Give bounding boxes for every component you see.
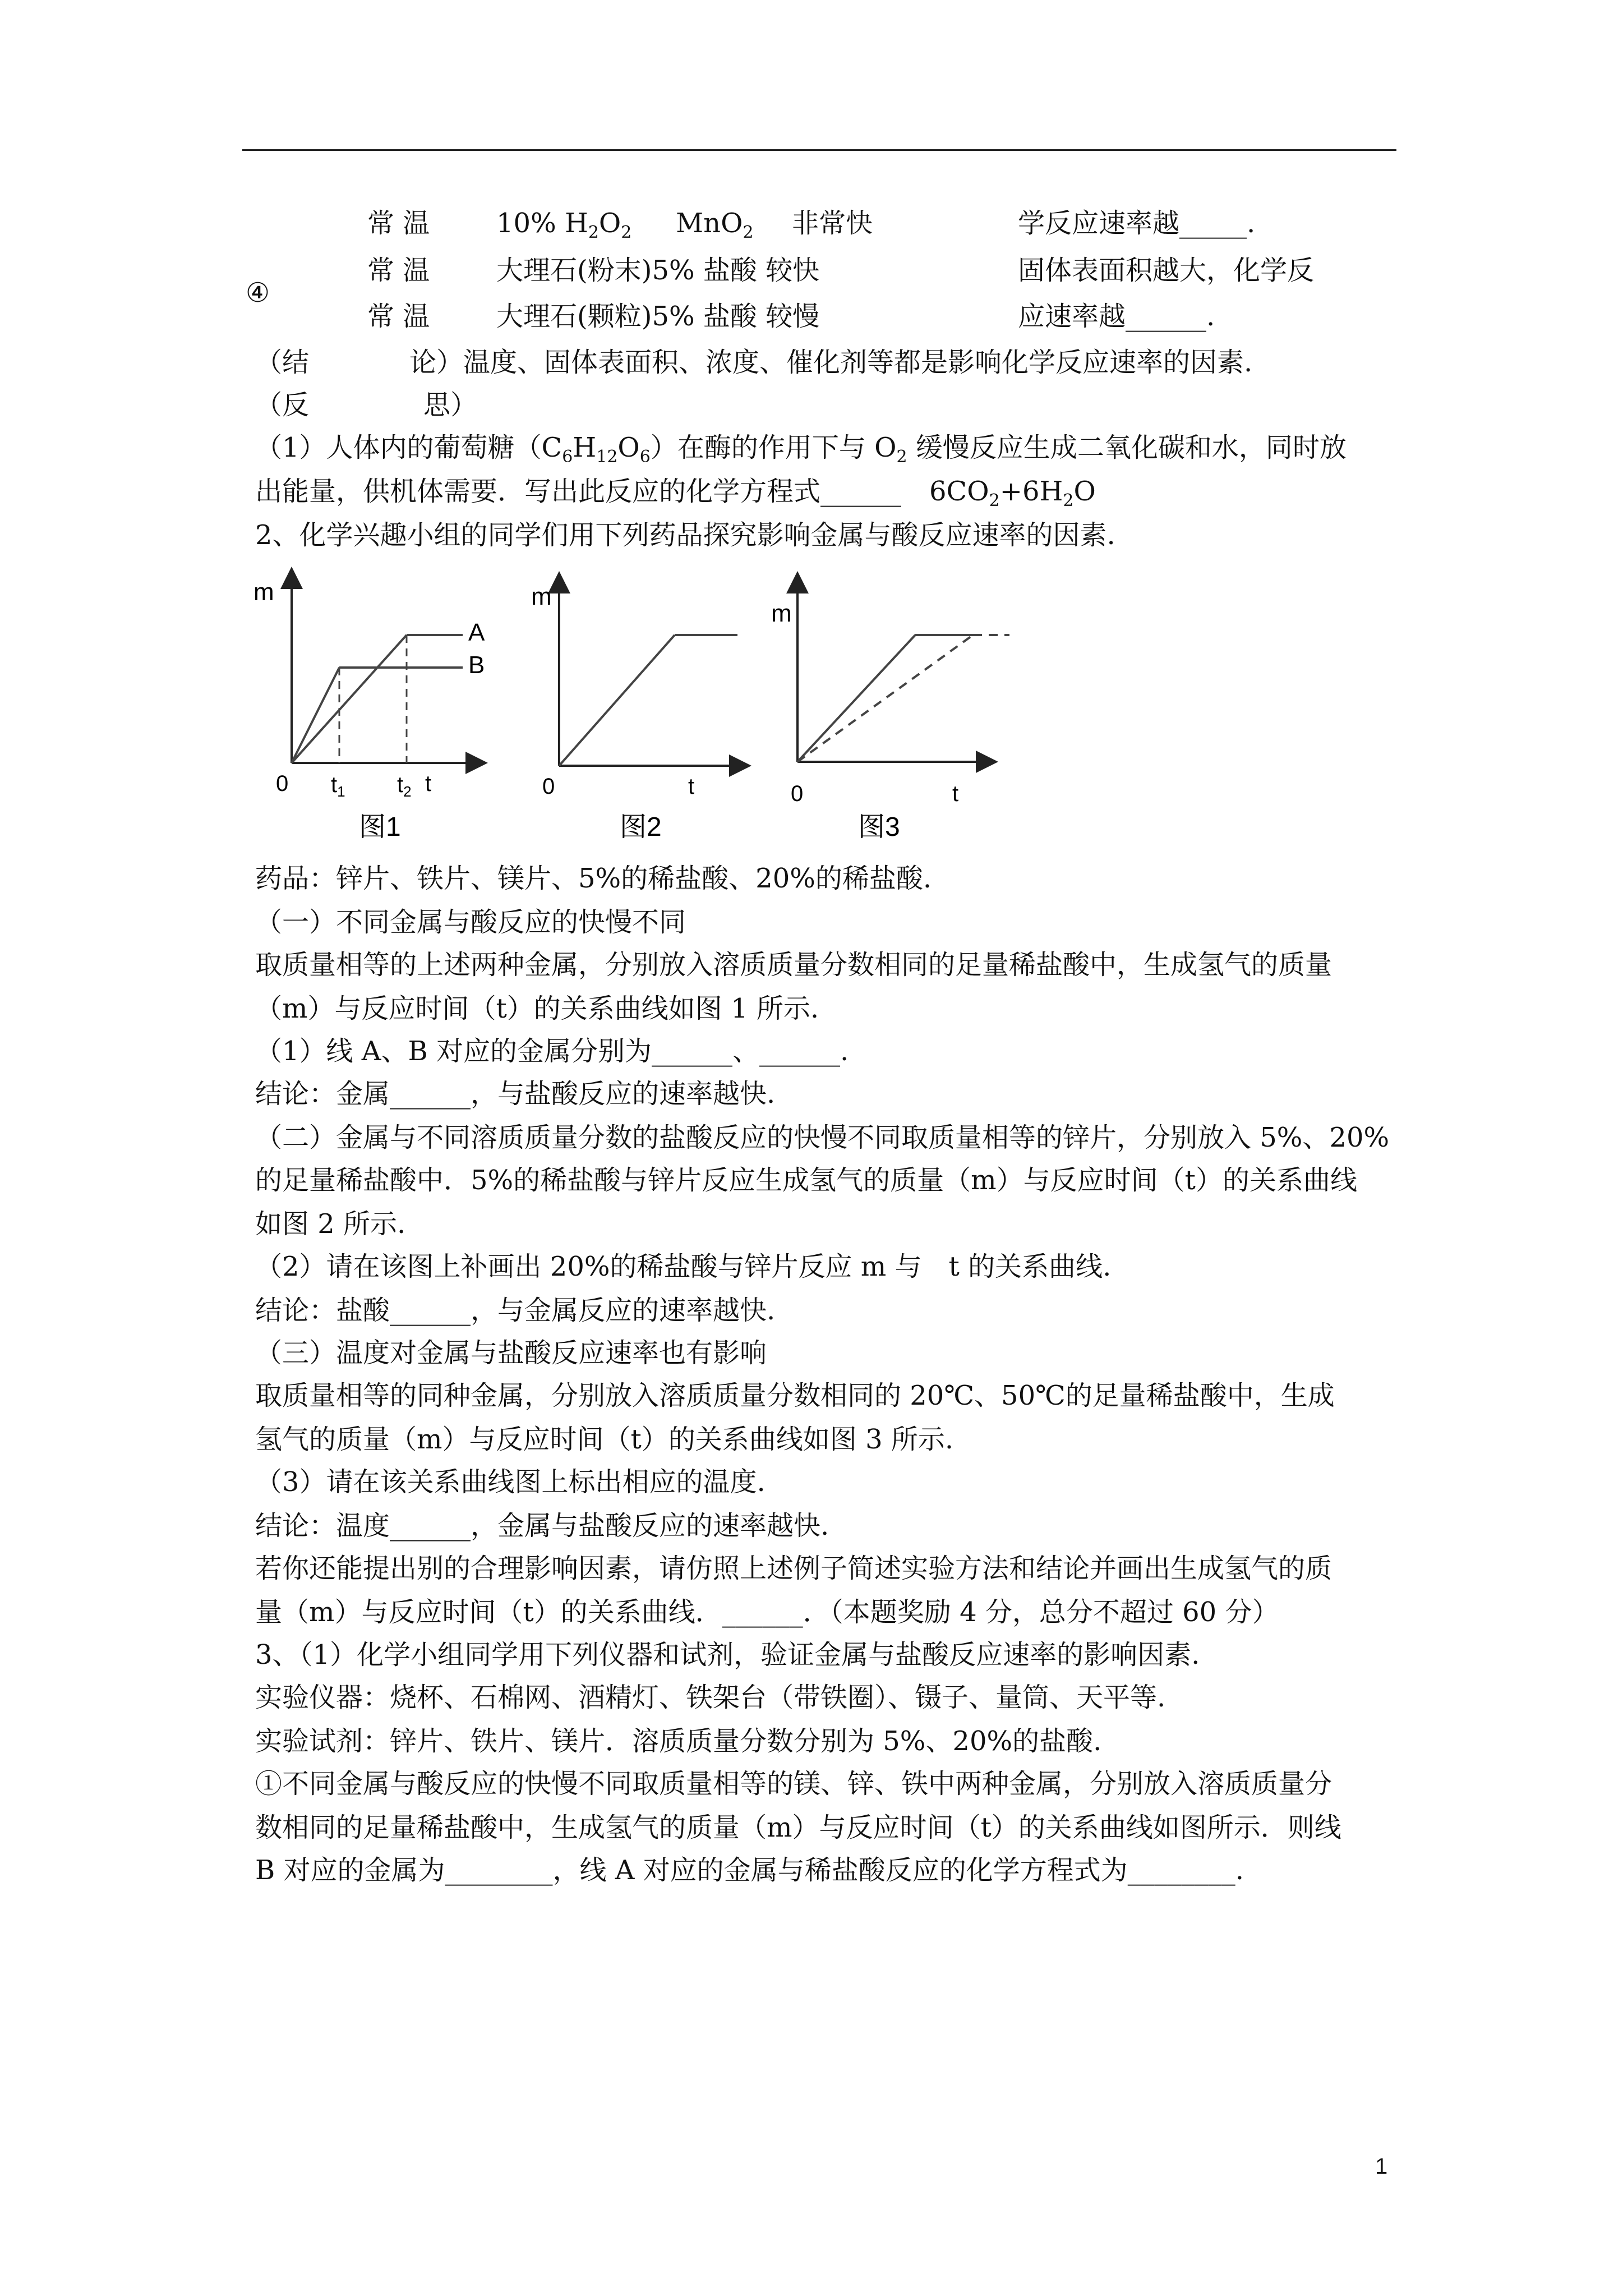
page-number: 1 [1375, 2154, 1388, 2179]
row2-conclusion: 固体表面积越大，化学反 [1018, 255, 1315, 286]
fig3-origin: 0 [791, 781, 804, 806]
fig3-caption: 图3 [858, 812, 900, 842]
row2-reagent: 大理石(粉末)5% 盐酸 较快 [496, 255, 820, 286]
q1-line2: 出能量，供机体需要．写出此反应的化学方程式______ $6CO_2+6H_2O$ [255, 476, 1096, 510]
fig2-xlabel: t [688, 774, 695, 799]
body-line-11: 结论：盐酸______，与金属反应的速率越快. [255, 1295, 776, 1326]
fig1-origin: 0 [276, 771, 289, 796]
row-marker: ④ [246, 277, 270, 309]
fig2-ylabel: m [531, 583, 552, 610]
body-line-16: 结论：温度______，金属与盐酸反应的速率越快. [255, 1510, 829, 1542]
row3-condition: 常 温 [367, 301, 430, 332]
fig1-label-A: A [468, 619, 485, 646]
body-line-21: 实验试剂：锌片、铁片、镁片．溶质质量分数分别为 5%、20%的盐酸. [255, 1726, 1102, 1757]
row3-conclusion: 应速率越______. [1018, 301, 1215, 332]
body-line-10: （2）请在该图上补画出 20%的稀盐酸与锌片反应 m 与 t 的关系曲线. [255, 1251, 1112, 1282]
fig1-t1: $t_1$ [331, 772, 345, 800]
row1-catalyst: MnO$_2$ [676, 208, 754, 242]
body-line-4: （m）与反应时间（t）的关系曲线如图 1 所示. [255, 993, 819, 1024]
body-line-6: 结论：金属______，与盐酸反应的速率越快. [255, 1078, 776, 1110]
conclusion-text: 论）温度、固体表面积、浓度、催化剂等都是影响化学反应速率的因素. [409, 347, 1253, 378]
fig1-label-B: B [468, 651, 485, 679]
body-line-8: 的足量稀盐酸中．5%的稀盐酸与锌片反应生成氢气的质量（m）与反应时间（t）的关系曲线 [255, 1165, 1357, 1196]
body-line-7: （二）金属与不同溶质质量分数的盐酸反应的快慢不同取质量相等的锌片，分别放入 5%、20% [255, 1122, 1390, 1153]
conclusion-label: （结 [255, 347, 310, 378]
fig1-line-B-rise [292, 668, 339, 763]
body-line-19: 3、（1）化学小组同学用下列仪器和试剂，验证金属与盐酸反应速率的影响因素. [255, 1639, 1200, 1671]
body-line-2: （一）不同金属与酸反应的快慢不同 [255, 907, 686, 938]
fig2-origin: 0 [542, 774, 555, 799]
body-line-9: 如图 2 所示. [255, 1208, 406, 1240]
figure-2 [524, 567, 760, 847]
body-line-23: 数相同的足量稀盐酸中，生成氢气的质量（m）与反应时间（t）的关系曲线如图所示．则线 [255, 1812, 1341, 1843]
fig1-ylabel: m [253, 578, 274, 606]
fig1-t2: $t_2$ [397, 772, 412, 800]
fig1-line-A-rise [292, 635, 407, 763]
figure-1 [247, 567, 510, 847]
body-line-1: 药品：锌片、铁片、镁片、5%的稀盐酸、20%的稀盐酸. [255, 863, 932, 894]
row1-speed: 非常快 [792, 208, 873, 239]
body-line-3: 取质量相等的上述两种金属，分别放入溶质质量分数相同的足量稀盐酸中，生成氢气的质量 [255, 949, 1332, 981]
fig3-ylabel: m [771, 600, 792, 627]
body-line-22: ①不同金属与酸反应的快慢不同取质量相等的镁、锌、铁中两种金属，分别放入溶质质量分 [255, 1768, 1332, 1800]
body-line-14: 氢气的质量（m）与反应时间（t）的关系曲线如图 3 所示. [255, 1424, 954, 1455]
row1-conclusion: 学反应速率越_____. [1018, 208, 1256, 239]
row1-reagent: 10% $H_2O_2$ [496, 208, 632, 242]
body-line-12: （三）温度对金属与盐酸反应速率也有影响 [255, 1337, 767, 1369]
figure-3 [768, 567, 1032, 847]
body-line-5: （1）线 A、B 对应的金属分别为______、______. [255, 1036, 849, 1067]
q1-line1: （1）人体内的葡萄糖$(C_6H_{12}O_6)$在酶的作用下与 $O_2$ 缓慢反应生成二氧化碳和水，同时放 [255, 432, 1347, 467]
fig3-solid-rise [797, 635, 915, 762]
body-line-18: 量（m）与反应时间（t）的关系曲线．______．（本题奖励 4 分，总分不超过 60 分） [255, 1596, 1279, 1628]
reflection-label: （反 [255, 389, 310, 421]
reflection-label-2: 思） [423, 389, 478, 421]
row1-condition: 常 温 [367, 208, 430, 239]
fig3-xlabel: t [952, 781, 959, 806]
row2-condition: 常 温 [367, 255, 430, 286]
q2-intro: 2、化学兴趣小组的同学们用下列药品探究影响金属与酸反应速率的因素. [255, 519, 1115, 551]
row3-reagent: 大理石(颗粒)5% 盐酸 较慢 [496, 301, 820, 332]
fig2-curve-rise [559, 635, 675, 766]
fig1-xlabel: t [425, 771, 432, 796]
fig1-caption: 图1 [359, 812, 401, 842]
body-line-17: 若你还能提出别的合理影响因素，请仿照上述例子简述实验方法和结论并画出生成氢气的质 [255, 1553, 1332, 1584]
header-rule [242, 149, 1396, 151]
fig2-caption: 图2 [620, 812, 662, 842]
body-line-24: B 对应的金属为________，线 A 对应的金属与稀盐酸反应的化学方程式为________. [255, 1855, 1244, 1886]
body-line-13: 取质量相等的同种金属，分别放入溶质质量分数相同的 20℃、50℃的足量稀盐酸中，生成 [255, 1380, 1335, 1411]
body-line-20: 实验仪器：烧杯、石棉网、酒精灯、铁架台（带铁圈）、镊子、量筒、天平等. [255, 1682, 1166, 1713]
fig3-dashed-rise [797, 635, 973, 762]
body-line-15: （3）请在该关系曲线图上标出相应的温度. [255, 1466, 766, 1498]
